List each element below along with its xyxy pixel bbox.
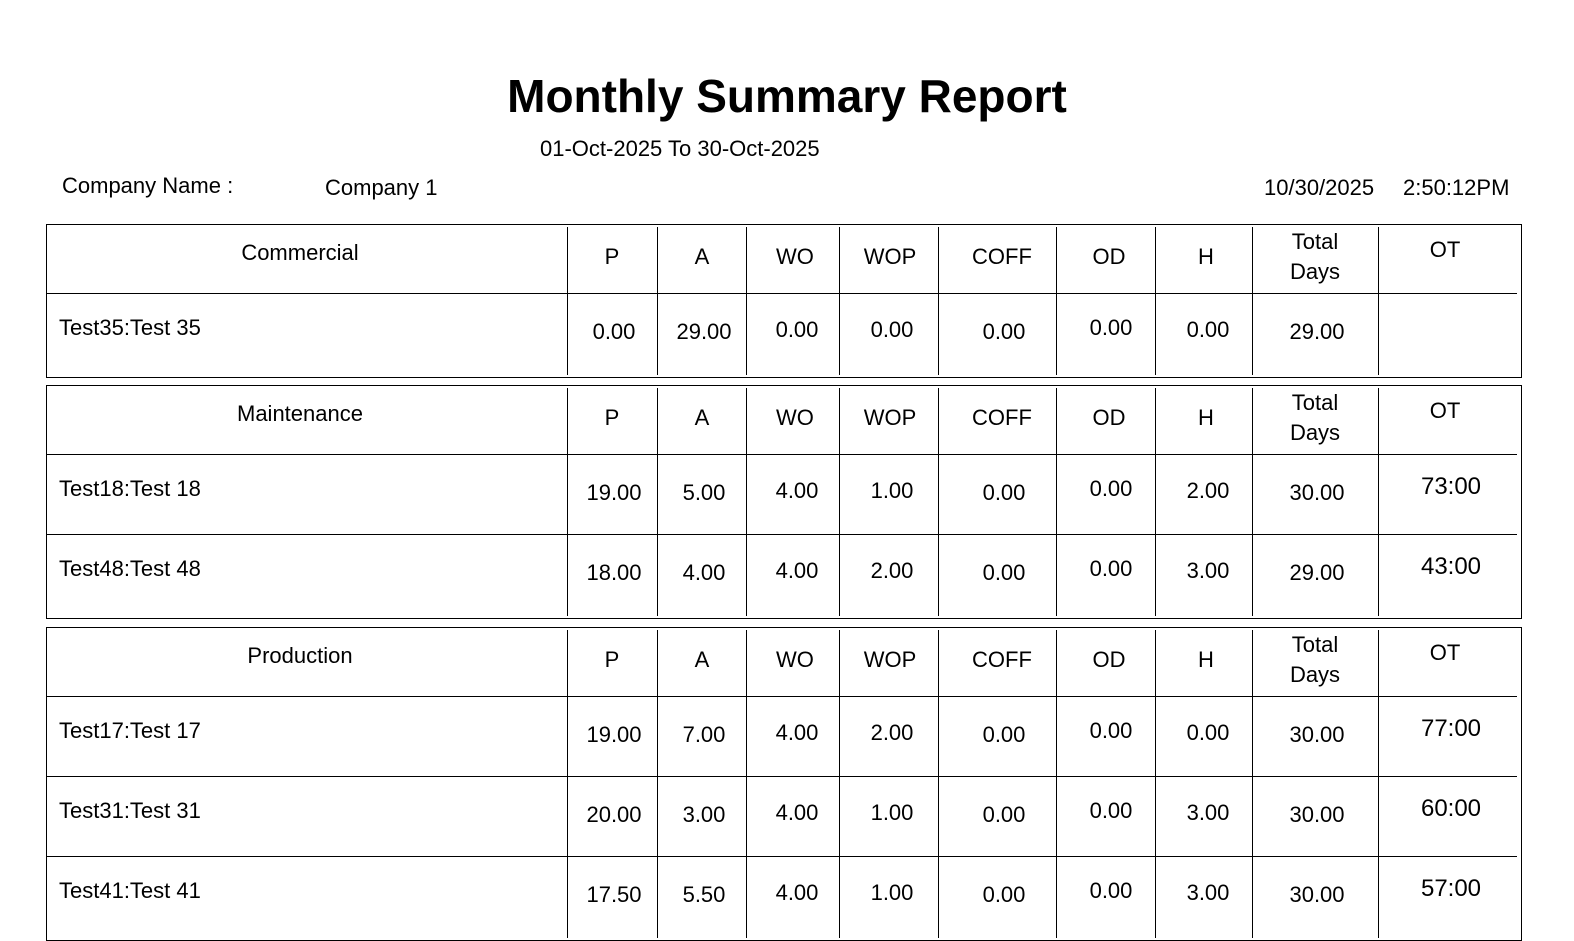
- column-header-h: H: [1198, 405, 1214, 430]
- cell-total-days: 30.00: [1289, 722, 1345, 747]
- employee-name: Test41:Test 41: [59, 878, 201, 903]
- column-header-od: OD: [1092, 647, 1126, 672]
- cell-wo: 4.00: [775, 800, 819, 825]
- column-header-a: A: [694, 244, 710, 269]
- cell-od: 0.00: [1089, 798, 1133, 823]
- header-divider: [47, 696, 1517, 697]
- cell-total-days: 29.00: [1289, 319, 1345, 344]
- cell-wop: 2.00: [870, 558, 914, 583]
- cell-h: 3.00: [1186, 800, 1230, 825]
- cell-a: 29.00: [676, 319, 732, 344]
- column-header-wop: WOP: [863, 405, 917, 430]
- cell-wo: 4.00: [775, 478, 819, 503]
- column-header-od: OD: [1092, 244, 1126, 269]
- column-header-coff: COFF: [972, 647, 1032, 672]
- cell-wo: 0.00: [775, 317, 819, 342]
- department-name: Commercial: [241, 240, 359, 265]
- print-time: 2:50:12PM: [1403, 175, 1510, 200]
- cell-a: 5.00: [682, 480, 726, 505]
- cell-od: 0.00: [1089, 878, 1133, 903]
- column-header-coff: COFF: [972, 405, 1032, 430]
- employee-name: Test35:Test 35: [59, 315, 201, 340]
- employee-name: Test17:Test 17: [59, 718, 201, 743]
- column-header-wo: WO: [776, 244, 814, 269]
- column-header-total-days: Total Days: [1289, 390, 1341, 445]
- column-header-wo: WO: [776, 405, 814, 430]
- cell-ot: 77:00: [1420, 715, 1482, 742]
- cell-total-days: 30.00: [1289, 882, 1345, 907]
- cell-h: 3.00: [1186, 558, 1230, 583]
- header-divider: [47, 293, 1517, 294]
- report-title: Monthly Summary Report: [507, 70, 1067, 122]
- column-header-a: A: [694, 405, 710, 430]
- department-name: Maintenance: [237, 401, 363, 426]
- cell-coff: 0.00: [982, 802, 1026, 827]
- cell-total-days: 30.00: [1289, 802, 1345, 827]
- cell-p: 0.00: [592, 319, 636, 344]
- company-name-value: Company 1: [325, 175, 438, 200]
- company-name-label: Company Name :: [62, 173, 234, 198]
- column-header-ot: OT: [1429, 398, 1461, 423]
- column-header-p: P: [604, 647, 620, 672]
- print-date: 10/30/2025: [1264, 175, 1375, 200]
- cell-wop: 1.00: [870, 800, 914, 825]
- department-table: [46, 224, 1522, 378]
- cell-wop: 1.00: [870, 880, 914, 905]
- column-header-ot: OT: [1429, 640, 1461, 665]
- column-header-ot: OT: [1429, 237, 1461, 262]
- cell-h: 0.00: [1186, 317, 1230, 342]
- employee-name: Test18:Test 18: [59, 476, 201, 501]
- cell-a: 7.00: [682, 722, 726, 747]
- cell-ot: 60:00: [1420, 795, 1482, 822]
- employee-name: Test48:Test 48: [59, 556, 201, 581]
- column-header-p: P: [604, 405, 620, 430]
- column-divider: [1378, 227, 1379, 375]
- cell-ot: 43:00: [1420, 553, 1482, 580]
- cell-h: 3.00: [1186, 880, 1230, 905]
- department-table: [46, 627, 1522, 941]
- column-divider: [1056, 388, 1057, 616]
- cell-wop: 1.00: [870, 478, 914, 503]
- column-header-wo: WO: [776, 647, 814, 672]
- column-header-total-days: Total Days: [1289, 632, 1341, 687]
- column-divider: [1378, 630, 1379, 938]
- column-header-total-days: Total Days: [1289, 229, 1341, 284]
- column-divider: [1056, 227, 1057, 375]
- report-date-range: 01-Oct-2025 To 30-Oct-2025: [540, 136, 820, 161]
- column-header-h: H: [1198, 647, 1214, 672]
- column-header-coff: COFF: [972, 244, 1032, 269]
- cell-od: 0.00: [1089, 718, 1133, 743]
- cell-wop: 2.00: [870, 720, 914, 745]
- cell-ot: 73:00: [1420, 473, 1482, 500]
- department-table: [46, 385, 1522, 619]
- header-divider: [47, 454, 1517, 455]
- cell-p: 17.50: [586, 882, 642, 907]
- cell-a: 5.50: [682, 882, 726, 907]
- row-divider: [47, 534, 1517, 535]
- cell-wo: 4.00: [775, 720, 819, 745]
- cell-total-days: 30.00: [1289, 480, 1345, 505]
- cell-coff: 0.00: [982, 722, 1026, 747]
- column-header-a: A: [694, 647, 710, 672]
- column-header-wop: WOP: [863, 647, 917, 672]
- cell-total-days: 29.00: [1289, 560, 1345, 585]
- column-divider: [1378, 388, 1379, 616]
- cell-wop: 0.00: [870, 317, 914, 342]
- row-divider: [47, 776, 1517, 777]
- cell-ot: 57:00: [1420, 875, 1482, 902]
- cell-od: 0.00: [1089, 556, 1133, 581]
- row-divider: [47, 856, 1517, 857]
- cell-coff: 0.00: [982, 882, 1026, 907]
- cell-coff: 0.00: [982, 480, 1026, 505]
- column-header-od: OD: [1092, 405, 1126, 430]
- column-header-p: P: [604, 244, 620, 269]
- cell-p: 20.00: [586, 802, 642, 827]
- cell-p: 19.00: [586, 722, 642, 747]
- column-divider: [1056, 630, 1057, 938]
- cell-od: 0.00: [1089, 476, 1133, 501]
- cell-h: 0.00: [1186, 720, 1230, 745]
- cell-a: 3.00: [682, 802, 726, 827]
- employee-name: Test31:Test 31: [59, 798, 201, 823]
- column-header-wop: WOP: [863, 244, 917, 269]
- cell-p: 19.00: [586, 480, 642, 505]
- cell-coff: 0.00: [982, 319, 1026, 344]
- cell-a: 4.00: [682, 560, 726, 585]
- cell-wo: 4.00: [775, 880, 819, 905]
- department-name: Production: [247, 643, 353, 668]
- cell-wo: 4.00: [775, 558, 819, 583]
- column-header-h: H: [1198, 244, 1214, 269]
- cell-p: 18.00: [586, 560, 642, 585]
- cell-od: 0.00: [1089, 315, 1133, 340]
- cell-coff: 0.00: [982, 560, 1026, 585]
- cell-h: 2.00: [1186, 478, 1230, 503]
